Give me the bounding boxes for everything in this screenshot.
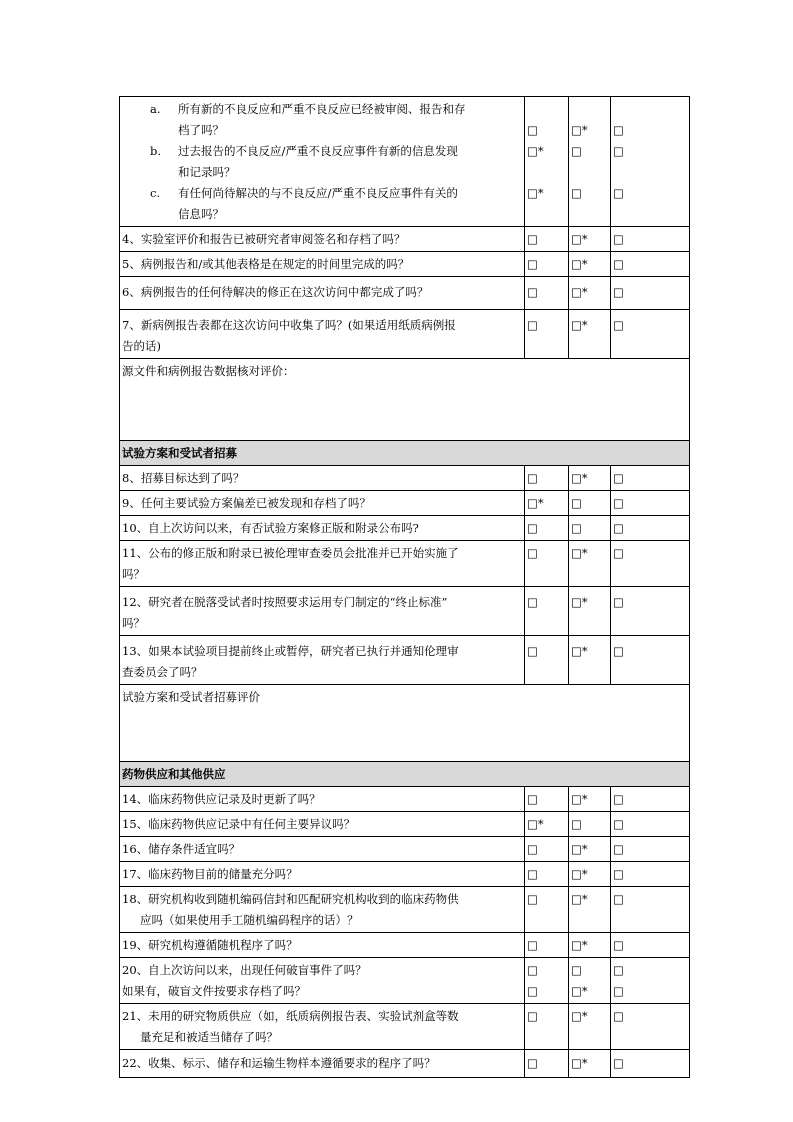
question-text: 18、研究机构收到随机编码信封和匹配研究机构收到的临床药物供 [122,892,459,906]
question-text: 如果有，破盲文件按要求存档了吗？ [122,984,306,998]
question-text: 4、实验室评价和报告已被研究者审阅签名和存档了吗？ [120,227,525,252]
item-letter: c. [150,186,161,200]
checkbox[interactable]: □ [611,310,690,359]
question-cell [120,587,525,636]
checkbox[interactable]: □ [525,1050,569,1078]
comment-field[interactable]: 试验方案和受试者招募评价 [120,685,690,762]
question-text: 信息吗？ [178,207,224,221]
checkbox-cell-na[interactable] [611,97,690,227]
checkbox[interactable]: □ [525,1004,569,1050]
item-letter: b. [150,144,162,158]
checkbox[interactable]: □ [611,587,690,636]
question-cell [120,1004,525,1050]
question-text: 21、未用的研究物质供应（如，纸质病例报告表、实验试剂盒等数 [122,1009,459,1023]
checkbox[interactable]: □ [571,144,582,158]
table-row [120,933,690,958]
question-text: 12、研究者在脱落受试者时按照要求运用专门制定的“终止标准” [122,595,448,609]
checkbox[interactable]: □ [525,787,569,812]
checkbox[interactable]: □* [569,862,611,887]
question-text: 档了吗？ [178,123,224,137]
question-text: 5、病例报告和/或其他表格是在规定的时间里完成的吗？ [120,252,525,277]
checkbox[interactable]: □ [611,491,690,516]
question-text: 20、自上次访问以来，出现任何破盲事件了吗？ [122,963,367,977]
question-cell [120,887,525,933]
question-text: 有任何尚待解决的与不良反应/严重不良反应事件有关的 [178,186,458,200]
table-row [120,1004,690,1050]
checklist-table [119,96,690,1078]
table-row [120,787,690,812]
checkbox[interactable]: □ [571,186,582,200]
checkbox[interactable]: □ [613,186,624,200]
question-text: 22、收集、标示、储存和运输生物样本遵循要求的程序了吗？ [120,1050,525,1078]
checkbox[interactable]: □* [569,252,611,277]
table-row [120,227,690,252]
question-text: 吗？ [122,567,145,581]
question-text: 所有新的不良反应和严重不良反应已经被审阅、报告和存 [178,102,466,116]
comment-row [120,685,690,762]
checkbox[interactable]: □ [611,516,690,541]
question-text: 吗？ [122,616,145,630]
checkbox[interactable]: □ [611,837,690,862]
question-cell [120,958,525,1004]
checkbox[interactable]: □ [525,636,569,685]
checkbox[interactable]: □* [569,310,611,359]
checkbox[interactable]: □ [611,541,690,587]
table-row [120,636,690,685]
checkbox[interactable]: □ [525,887,569,933]
checkbox[interactable]: □* [569,587,611,636]
checkbox[interactable]: □ [527,963,538,977]
checkbox-cell[interactable] [569,958,611,1004]
table-row [120,541,690,587]
table-row [120,587,690,636]
table-row [120,277,690,310]
checkbox[interactable]: □* [569,1004,611,1050]
question-text: 14、临床药物供应记录及时更新了吗？ [120,787,525,812]
table-row-adverse-events [120,97,690,227]
checkbox[interactable]: □ [525,227,569,252]
question-text: 告的话) [122,339,161,353]
checkbox[interactable]: □ [527,123,538,137]
checkbox[interactable]: □ [525,310,569,359]
checkbox-cell-yes[interactable] [525,97,569,227]
checkbox[interactable]: □* [525,491,569,516]
checkbox[interactable]: □ [611,636,690,685]
checkbox[interactable]: □ [611,887,690,933]
checkbox[interactable]: □ [611,933,690,958]
checkbox[interactable]: □* [571,123,588,137]
checkbox[interactable]: □ [525,541,569,587]
checkbox[interactable]: □* [569,541,611,587]
question-cell [120,97,525,227]
table-row [120,516,690,541]
checkbox[interactable]: □ [525,466,569,491]
question-cell [120,636,525,685]
checkbox[interactable]: □ [525,587,569,636]
checkbox[interactable]: □ [569,491,611,516]
checkbox[interactable]: □ [611,227,690,252]
table-row [120,1050,690,1078]
checkbox[interactable]: □* [569,1050,611,1078]
section-title: 试验方案和受试者招募 [120,441,690,466]
checkbox-cell[interactable] [525,958,569,1004]
question-text: 9、任何主要试验方案偏差已被发现和存档了吗？ [120,491,525,516]
checkbox[interactable]: □ [611,466,690,491]
section-header-row [120,441,690,466]
checkbox[interactable]: □ [611,1050,690,1078]
table-row [120,466,690,491]
table-row [120,862,690,887]
table-row [120,837,690,862]
question-text: 11、公布的修正版和附录已被伦理审查委员会批准并已开始实施了 [122,546,459,560]
checkbox[interactable]: □ [527,984,538,998]
table-row [120,958,690,1004]
checkbox[interactable]: □* [569,887,611,933]
checkbox[interactable]: □* [569,227,611,252]
checkbox[interactable]: □ [525,837,569,862]
table-row [120,252,690,277]
checkbox[interactable]: □* [569,466,611,491]
checkbox[interactable]: □* [571,984,588,998]
checkbox[interactable]: □* [525,812,569,837]
item-letter: a. [150,102,161,116]
question-text: 7、新病例报告表都在这次访问中收集了吗？(如果适用纸质病例报 [122,318,456,332]
checkbox[interactable]: □ [613,123,624,137]
checkbox[interactable]: □ [569,812,611,837]
checkbox[interactable]: □* [569,277,611,310]
table-row [120,310,690,359]
checkbox[interactable]: □ [571,963,582,977]
checkbox[interactable]: □ [611,277,690,310]
checkbox[interactable]: □ [525,277,569,310]
comment-row [120,359,690,441]
question-text: 应吗（如果使用手工随机编码程序的话）？ [140,913,359,927]
question-text: 17、临床药物目前的储量充分吗？ [120,862,525,887]
checkbox[interactable]: □* [569,636,611,685]
checkbox[interactable]: □* [527,186,544,200]
question-text: 13、如果本试验项目提前终止或暂停，研究者已执行并通知伦理审 [122,644,459,658]
checkbox-cell-no[interactable] [569,97,611,227]
checkbox[interactable]: □ [613,963,624,977]
question-text: 19、研究机构遵循随机程序了吗？ [120,933,525,958]
question-text: 量充足和被适当储存了吗？ [140,1030,278,1044]
comment-field[interactable]: 源文件和病例报告数据核对评价： [120,359,690,441]
question-text: 过去报告的不良反应/严重不良反应事件有新的信息发现 [178,144,458,158]
checkbox[interactable]: □ [525,862,569,887]
checkbox[interactable]: □ [611,1004,690,1050]
checkbox-cell[interactable] [611,958,690,1004]
question-cell [120,310,525,359]
checkbox[interactable]: □ [525,933,569,958]
section-title: 药物供应和其他供应 [120,762,690,787]
question-text: 和记录吗？ [178,165,236,179]
table-row [120,887,690,933]
question-text: 16、储存条件适宜吗？ [120,837,525,862]
checkbox[interactable]: □ [613,144,624,158]
question-cell [120,541,525,587]
checkbox[interactable]: □ [611,252,690,277]
table-row [120,812,690,837]
checkbox[interactable]: □* [569,837,611,862]
question-text: 15、临床药物供应记录中有任何主要异议吗？ [120,812,525,837]
question-text: 查委员会了吗？ [122,665,203,679]
question-text: 6、病例报告的任何待解决的修正在这次访问中都完成了吗？ [120,277,525,310]
section-header-row [120,762,690,787]
checkbox[interactable]: □ [569,516,611,541]
checkbox[interactable]: □ [525,516,569,541]
checkbox[interactable]: □ [611,787,690,812]
checkbox[interactable]: □ [611,812,690,837]
checkbox[interactable]: □* [569,787,611,812]
table-row [120,491,690,516]
question-text: 10、自上次访问以来，有否试验方案修正版和附录公布吗? [120,516,525,541]
checkbox[interactable]: □* [569,933,611,958]
checkbox[interactable]: □ [613,984,624,998]
checkbox[interactable]: □ [525,252,569,277]
checkbox[interactable]: □ [611,862,690,887]
question-text: 8、招募目标达到了吗？ [120,466,525,491]
checkbox[interactable]: □* [527,144,544,158]
